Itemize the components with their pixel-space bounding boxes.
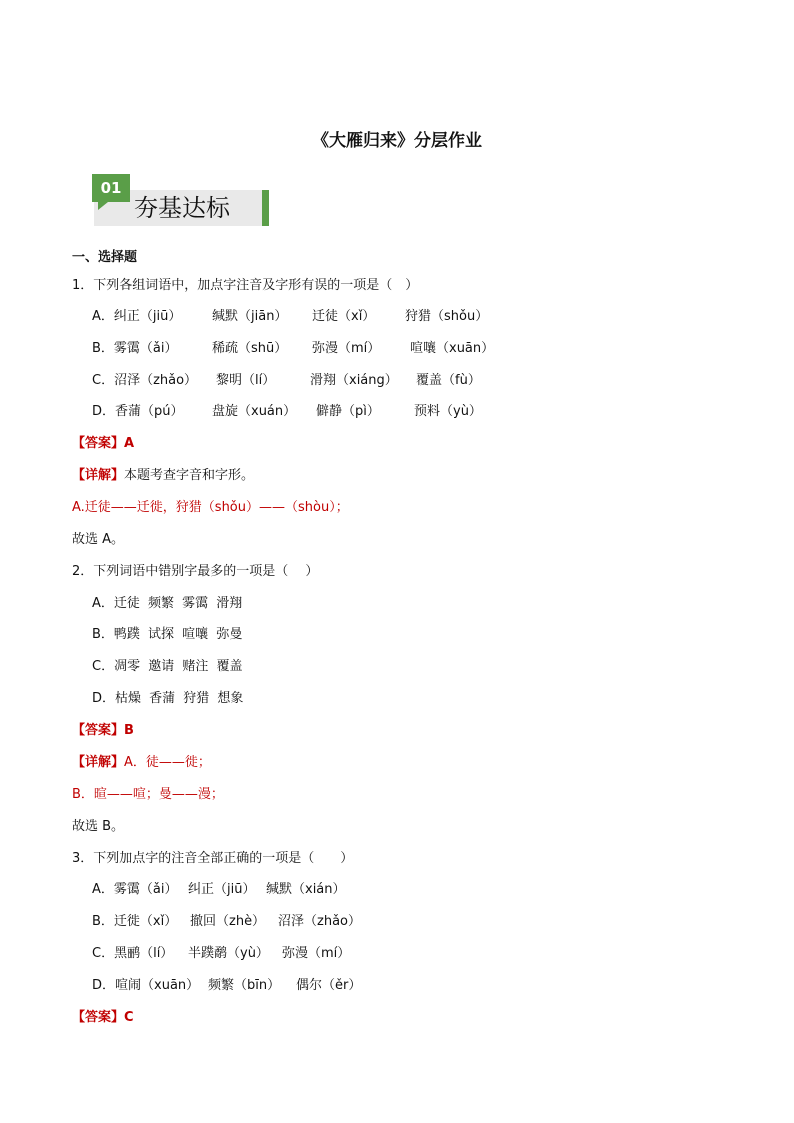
q3-option-d-3: 偶尔（ěr） <box>296 978 362 993</box>
section-heading: 一、选择题 <box>72 250 138 265</box>
question-1-stem: 1．下列各组词语中，加点字注音及字形有误的一项是（ ） <box>72 278 419 293</box>
detail-text: 本题考查字音和字形。 <box>124 468 255 483</box>
q1-option-d-4: 预料（yù） <box>414 404 482 419</box>
q1-explanation-line: A.迁徒——迁徙，狩猎（shǒu）——（shòu）； <box>72 500 349 515</box>
answer-value: B <box>124 723 134 738</box>
q3-option-c-3: 弥漫（mí） <box>282 946 351 961</box>
q3-option-d-2: 频繁（bīn） <box>208 978 281 993</box>
badge-speech-tail-icon <box>98 202 108 210</box>
question-3-stem: 3．下列加点字的注音全部正确的一项是（ ） <box>72 851 354 866</box>
q3-option-a-1: A．雾霭（ǎi） <box>92 882 178 897</box>
answer-tag: 【答案】 <box>72 436 125 451</box>
q1-option-b-1: B．雾霭（ǎi） <box>92 341 178 356</box>
detail-tag: 【详解】 <box>72 468 125 483</box>
q2-answer <box>72 719 134 738</box>
q1-option-d-3: 僻静（pì） <box>316 404 380 419</box>
answer-value: C <box>124 1010 134 1025</box>
q2-option-a: A．迁徒 频繁 雾霭 滑翔 <box>92 596 243 611</box>
q3-option-a-2: 纠正（jiū） <box>188 882 256 897</box>
detail-tag: 【详解】 <box>72 755 125 770</box>
q3-answer <box>72 1006 134 1025</box>
question-2-stem: 2．下列词语中错别字最多的一项是（ ） <box>72 564 319 579</box>
q1-option-a-4: 狩猎（shǒu） <box>405 309 489 324</box>
q1-option-a-3: 迁徒（xǐ） <box>312 309 376 324</box>
badge-accent-bar <box>262 190 269 226</box>
detail-text: A．徒——徙； <box>124 755 211 770</box>
q1-option-a-2: 缄默（jiān） <box>212 309 288 324</box>
q1-option-b-2: 稀疏（shū） <box>212 341 288 356</box>
q2-detail <box>72 751 211 770</box>
q1-option-c-2: 黎明（lí） <box>216 373 276 388</box>
q3-option-b-3: 沼泽（zhǎo） <box>278 914 361 929</box>
q1-option-a-1: A．纠正（jiū） <box>92 309 182 324</box>
badge-label: 夯基达标 <box>134 194 230 222</box>
q1-option-b-4: 喧嚷（xuān） <box>410 341 495 356</box>
q2-option-b: B．鸭蹼 试探 喧嚷 弥曼 <box>92 627 243 642</box>
answer-value: A <box>124 436 135 451</box>
answer-tag: 【答案】 <box>72 1010 125 1025</box>
answer-tag: 【答案】 <box>72 723 125 738</box>
q2-option-d: D．枯燥 香蒲 狩猎 想象 <box>92 691 244 706</box>
q3-option-d-1: D．喧闹（xuān） <box>92 978 200 993</box>
q2-conclusion: 故选 B。 <box>72 819 125 834</box>
q3-option-c-2: 半蹼鹬（yù） <box>188 946 269 961</box>
q1-answer <box>72 432 134 451</box>
q1-option-c-4: 覆盖（fù） <box>416 373 481 388</box>
q3-option-b-1: B．迁徙（xǐ） <box>92 914 178 929</box>
badge-number: 01 <box>92 174 130 202</box>
q3-option-a-3: 缄默（xián） <box>266 882 346 897</box>
section-badge <box>84 172 272 228</box>
q1-option-b-3: 弥漫（mí） <box>312 341 381 356</box>
q1-option-c-1: C．沼泽（zhǎo） <box>92 373 198 388</box>
q1-conclusion: 故选 A。 <box>72 532 125 547</box>
q2-explanation-line: B．暄——喧；曼——漫； <box>72 787 224 802</box>
q1-option-d-2: 盘旋（xuán） <box>212 404 297 419</box>
q3-option-c-1: C．黑鹂（lí） <box>92 946 174 961</box>
q1-option-d-1: D．香蒲（pú） <box>92 404 184 419</box>
q1-option-c-3: 滑翔（xiáng） <box>310 373 398 388</box>
q2-option-c: C．凋零 邀请 赌注 覆盖 <box>92 659 243 674</box>
q1-detail <box>72 464 254 483</box>
q3-option-b-2: 撤回（zhè） <box>190 914 266 929</box>
document-title: 《大雁归来》分层作业 <box>312 131 482 151</box>
